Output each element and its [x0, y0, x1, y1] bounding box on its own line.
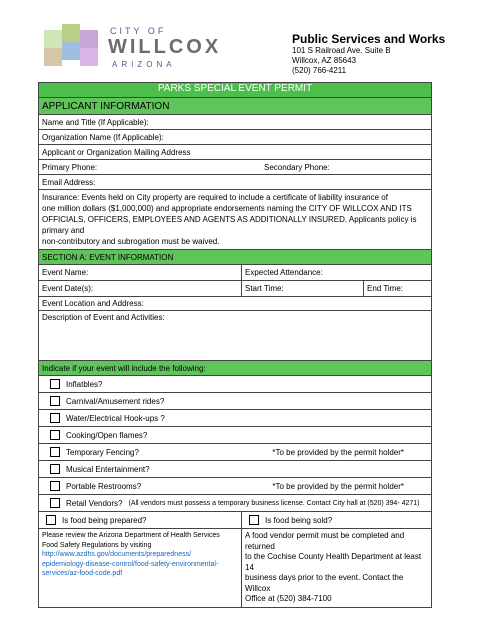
applicant-header: APPLICANT INFORMATION	[42, 100, 170, 112]
water-label: Water/Electrical Hook-ups ?	[66, 413, 165, 423]
insurance-line: non-contributory and subrogation must be waived.	[42, 237, 220, 246]
event-name-row	[38, 265, 432, 281]
logo-tile	[62, 42, 80, 60]
health-right-line: business days prior to the event. Contact the Willcox	[245, 573, 404, 593]
health-right-line: A food vendor permit must be completed and returned	[245, 531, 405, 551]
org-name-label: Organization Name (If Applicable):	[42, 132, 164, 142]
vendors-label: Retail Vendors?	[66, 498, 123, 508]
health-link[interactable]: services/az-food-code.pdf	[42, 570, 123, 577]
food-sold-label: Is food being sold?	[265, 515, 333, 525]
restrooms-note: *To be provided by the permit holder*	[272, 481, 404, 491]
vendors-note: (All vendors must possess a temporary business license. Contact City hall at (520) 394- 4271)	[128, 499, 420, 507]
event-name-field[interactable]	[39, 265, 242, 280]
name-title-row[interactable]	[38, 115, 432, 130]
end-time-field[interactable]	[364, 281, 431, 296]
org-title: Public Services and Works	[292, 32, 446, 46]
email-label: Email Address:	[42, 177, 96, 187]
phone-row	[38, 160, 432, 175]
health-right-cell	[242, 529, 431, 607]
event-dates-field[interactable]	[39, 281, 242, 296]
start-time-label: Start Time:	[245, 284, 284, 293]
mailing-row[interactable]	[38, 145, 432, 160]
health-left-line: Food Safety Regulations by visiting	[42, 541, 152, 549]
insurance-block	[38, 190, 432, 250]
music-checkbox[interactable]	[50, 464, 60, 474]
city-logo	[40, 20, 230, 76]
water-checkbox[interactable]	[50, 413, 60, 423]
form-title: PARKS SPECIAL EVENT PERMIT	[157, 83, 313, 94]
restrooms-row	[38, 478, 432, 495]
org-name-row[interactable]	[38, 130, 432, 145]
health-left-cell	[39, 529, 242, 607]
section-a-bar	[38, 250, 432, 265]
cooking-label: Cooking/Open flames?	[66, 430, 148, 440]
insurance-line: OFFICIALS, OFFICERS, EMPLOYEES AND AGENTS AS ADDITIONALLY INSURED. Applicants policy is primary and	[42, 215, 417, 235]
secondary-phone-field[interactable]	[261, 160, 333, 174]
description-label: Description of Event and Activities:	[42, 313, 165, 322]
logo-tile	[80, 30, 98, 48]
org-phone: (520) 766-4211	[292, 66, 347, 75]
food-row	[38, 512, 432, 529]
logo-tile	[44, 30, 62, 48]
logo-state-text: ARIZONA	[112, 60, 176, 69]
event-dates-row	[38, 281, 432, 297]
carnival-checkbox[interactable]	[50, 396, 60, 406]
mailing-label: Applicant or Organization Mailing Address	[42, 147, 191, 157]
food-sold-field	[242, 512, 431, 528]
indicate-bar	[38, 361, 432, 376]
cooking-checkbox[interactable]	[50, 430, 60, 440]
carnival-label: Carnival/Amusement rides?	[66, 396, 165, 406]
inflatables-label: Inflatbles?	[66, 379, 103, 389]
form-title-bar	[38, 82, 432, 98]
food-sold-checkbox[interactable]	[249, 515, 259, 525]
section-a-header: SECTION A: EVENT INFORMATION	[42, 252, 174, 262]
permit-form	[38, 82, 432, 608]
logo-city-text: CITY OF	[110, 26, 167, 36]
food-prepared-field	[39, 512, 242, 528]
org-block	[292, 32, 472, 76]
location-label: Event Location and Address:	[42, 299, 144, 308]
fencing-note: *To be provided by the permit holder*	[272, 447, 404, 457]
carnival-row	[38, 393, 432, 410]
vendors-checkbox[interactable]	[50, 498, 60, 508]
event-name-label: Event Name:	[42, 268, 89, 277]
event-dates-label: Event Date(s):	[42, 284, 94, 293]
health-link[interactable]: http://www.azdhs.gov/documents/preparedness/	[42, 551, 192, 558]
water-row	[38, 410, 432, 427]
food-prepared-label: Is food being prepared?	[62, 515, 147, 525]
org-address-2: Willcox, AZ 85643	[292, 56, 357, 65]
name-title-label: Name and Title (If Applicable):	[42, 117, 149, 127]
music-row	[38, 461, 432, 478]
location-row[interactable]	[38, 297, 432, 311]
logo-tile	[80, 48, 98, 66]
restrooms-label: Portable Restrooms?	[66, 481, 142, 491]
health-link[interactable]: epidemiology-disease-control/food-safety-environmental-	[42, 560, 219, 568]
primary-phone-field[interactable]	[39, 160, 261, 174]
music-label: Musical Entertainment?	[66, 464, 150, 474]
fencing-label: Temporary Fencing?	[66, 447, 139, 457]
insurance-line: one million dollars ($1,000,000) and appropriate endorsements naming the CITY OF WILLCOX AND ITS	[42, 204, 412, 213]
logo-tile	[62, 24, 80, 42]
vendors-row	[38, 495, 432, 512]
restrooms-checkbox[interactable]	[50, 481, 60, 491]
applicant-header-bar	[38, 98, 432, 115]
insurance-line: Insurance: Events held on City property are required to include a certificate of liability insurance of	[42, 193, 388, 202]
email-row[interactable]	[38, 175, 432, 190]
description-row[interactable]	[38, 311, 432, 361]
secondary-phone-label: Secondary Phone:	[264, 162, 330, 172]
attendance-label: Expected Attendance:	[245, 268, 323, 277]
fencing-checkbox[interactable]	[50, 447, 60, 457]
start-time-field[interactable]	[242, 281, 364, 296]
food-prepared-checkbox[interactable]	[46, 515, 56, 525]
health-right-line: to the Cochise County Health Department at least 14	[245, 552, 422, 572]
page-header	[0, 0, 480, 86]
inflatables-row	[38, 376, 432, 393]
org-address-1: 101 S Railroad Ave. Suite B	[292, 46, 391, 55]
health-row	[38, 529, 432, 608]
health-right-line: Office at (520) 384-7100	[245, 594, 332, 603]
attendance-field[interactable]	[242, 265, 431, 280]
end-time-label: End Time:	[367, 284, 404, 293]
indicate-label: Indicate if your event will include the following:	[42, 363, 206, 373]
primary-phone-label: Primary Phone:	[42, 162, 98, 172]
logo-tile	[44, 48, 62, 66]
logo-name-text: WILLCOX	[108, 36, 222, 58]
health-left-line: Please review the Arizona Department of Health Services	[42, 532, 220, 539]
inflatables-checkbox[interactable]	[50, 379, 60, 389]
cooking-row	[38, 427, 432, 444]
fencing-row	[38, 444, 432, 461]
